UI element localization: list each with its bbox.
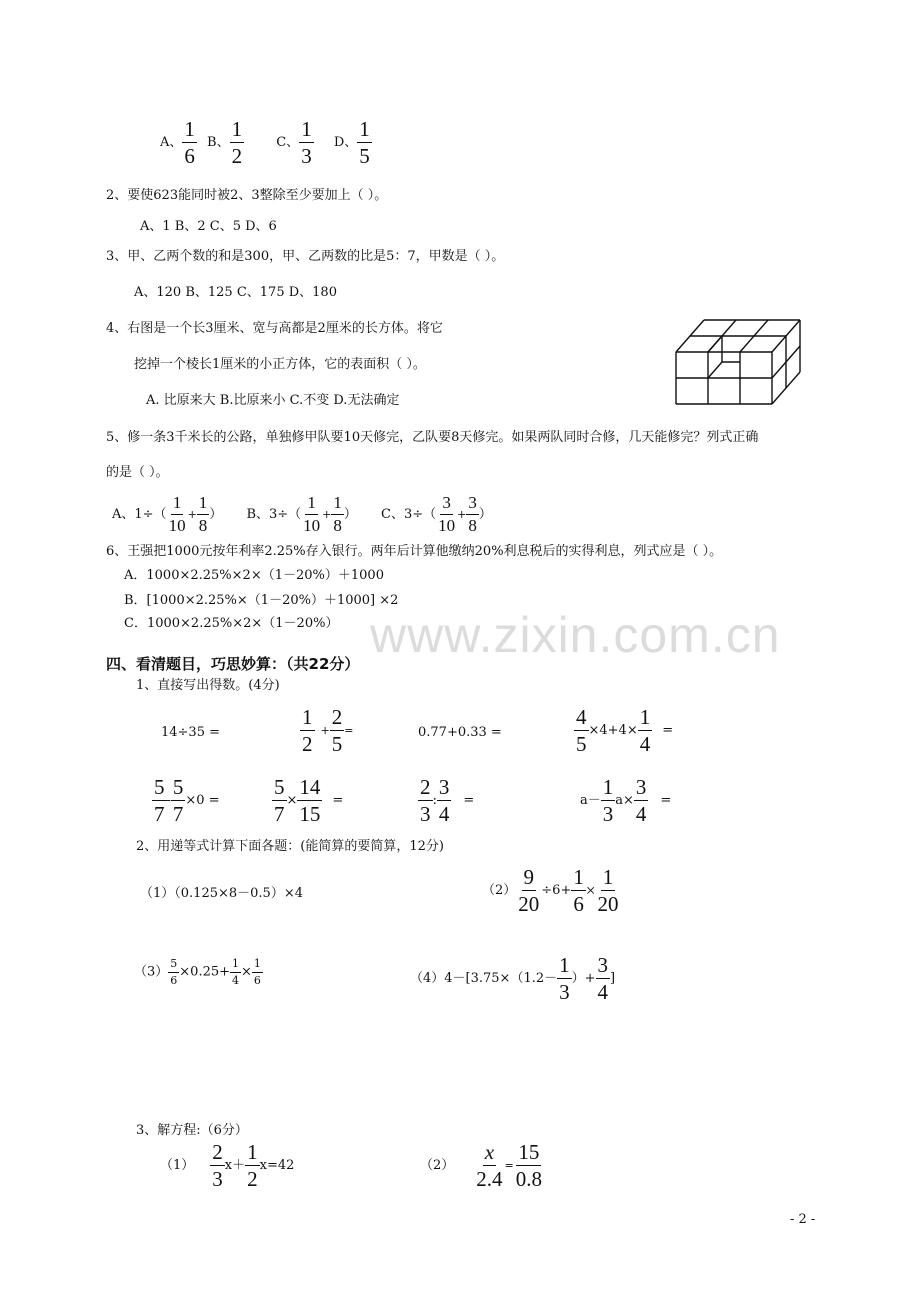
calc-half-plus-two-fifths: $\frac{1}{2}$ + $\frac{2}{5}$ = xyxy=(302,705,354,757)
q3-options: A、120 B、125 C、175 D、180 xyxy=(134,285,337,300)
q5-line1: 5、修一条3千米长的公路，单独修甲队要10天修完，乙队要8天修完。如果两队同时合修，几天能修完？列式正确 xyxy=(106,430,759,445)
calc-decimal-sum: 0.77+0.33 = xyxy=(418,725,502,740)
page-number: - 2 - xyxy=(790,1212,816,1227)
s4q3-title: 3、解方程:（6分） xyxy=(136,1123,248,1138)
q4-options: A. 比原来大 B.比原来小 C.不变 D.无法确定 xyxy=(146,393,400,408)
calc-four-fifths: $\frac{4}{5}$ ×4+4× $\frac{1}{4}$ = xyxy=(576,705,674,757)
q2-stem: 2、要使623能同时被2、3整除至少要加上（ ）。 xyxy=(106,188,388,203)
calc-five-sevenths-minus: $\frac{5}{7}$ - $\frac{5}{7}$ ×0 = xyxy=(154,775,220,827)
watermark: www.zixin.com.cn xyxy=(370,607,781,663)
s4q2-title: 2、用递等式计算下面各题：(能简算的要简算，12分) xyxy=(136,839,444,854)
calc-a-minus: a－ $\frac{1}{3}$ a× $\frac{3}{4}$ = xyxy=(580,775,672,827)
q4-line2: 挖掉一个棱长1厘米的小正方体，它的表面积（ ）。 xyxy=(134,357,426,372)
section4-title: 四、看清题目，巧思妙算：（共22分） xyxy=(106,655,360,673)
q6-option-a: A．1000×2.25%×2×（1－20%）＋1000 xyxy=(124,568,384,583)
calc-five-sevenths-times: $\frac{5}{7}$ × $\frac{14}{15}$ = xyxy=(274,775,344,827)
s4q2-problem-2: （2） $\frac{9}{20}$ ÷6+ $\frac{1}{6}$ × $\frac{1}{20}$ xyxy=(482,865,619,917)
q6-option-b: B．[1000×2.25%×（1－20%）＋1000] ×2 xyxy=(124,593,399,608)
q3-stem: 3、甲、乙两个数的和是300，甲、乙两数的比是5：7，甲数是（ ）。 xyxy=(106,249,505,264)
s4q1-title: 1、直接写出得数。(4分) xyxy=(136,678,280,693)
s4q2-problem-4: （4）4－[3.75×（1.2－ $\frac{1}{3}$ ）+ $\frac{3}{4}$ ] xyxy=(410,953,616,1005)
equation-2: （2） $\frac{x}{2.4}$ = $\frac{15}{0.8}$ xyxy=(420,1140,542,1192)
q4-line1: 4、右图是一个长3厘米、宽与高都是2厘米的长方体。将它 xyxy=(106,321,443,336)
q2-options: A、1 B、2 C、5 D、6 xyxy=(140,219,277,234)
calc-ratio: $\frac{2}{3}$ : $\frac{3}{4}$ = xyxy=(420,775,475,827)
equation-1: （1） $\frac{2}{3}$ x＋ $\frac{1}{2}$ x=42 xyxy=(160,1140,295,1192)
q6-stem: 6、王强把1000元按年利率2.25%存入银行。两年后计算他缴纳20%利息税后的实得利息，列式应是（ ）。 xyxy=(106,544,723,559)
cuboid-figure xyxy=(674,318,804,408)
s4q2-problem-3: （3） $\frac{5}{6}$ ×0.25+ $\frac{1}{4}$ × $\frac{1}{6}$ xyxy=(134,957,261,987)
s4q2-problem-1: （1）（0.125×8－0.5）×4 xyxy=(140,886,303,901)
q5-line2: 的是（ ）。 xyxy=(106,465,169,480)
calc-14-div-35: 14÷35 = xyxy=(161,725,221,740)
q6-option-c: C．1000×2.25%×2×（1－20%） xyxy=(124,616,339,631)
q5-options: A、1÷（ $\frac{1}{10}$ + $\frac{1}{8}$ ） B、3÷（ $\frac{1}{10}$ + $\frac{1}{8}$ ） C、3÷（ $\frac{3}{10}$ + $\frac{3}{8}$ ） xyxy=(112,493,492,535)
q1-options: A、 $\frac{1}{6}$ B、 $\frac{1}{2}$ C、 $\frac{1}{3}$ D、 $\frac{1}{5}$ xyxy=(160,117,370,169)
